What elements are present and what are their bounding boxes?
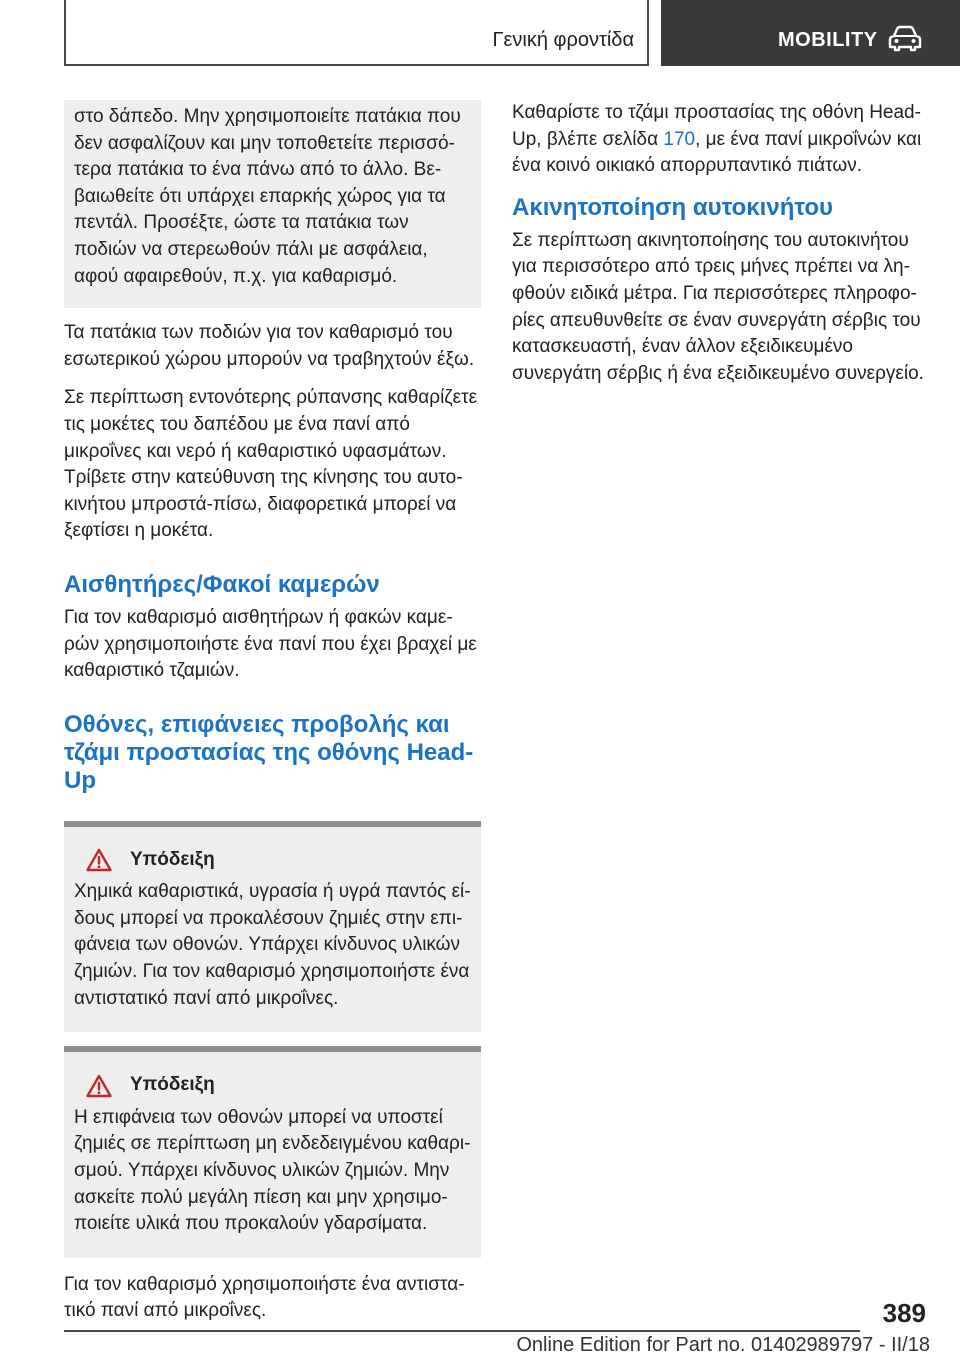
header-mobility-label: MOBILITY [778, 29, 878, 51]
paragraph-immobilization: Σε περίπτωση ακινητοποίησης του αυτοκινήτου για περισσότερο από τρεις μήνες πρέπει να ληφθούν ειδικά μέτρα. Για περισσότερες πληροφορίες απευθυνθείτε σε έναν συνεργάτη σέρβις του κατασκευαστή, έναν άλλον εξειδικευμένο συνεργάτη σέρβις ή ένα εξειδικευμένο συνεργείο. [512, 229, 924, 384]
header-mobility-tab[interactable] [661, 0, 960, 66]
left-column [64, 100, 481, 1337]
page-reference-link[interactable]: 170 [663, 128, 696, 150]
paragraph-antistatic-cloth: Για τον καθαρισμό χρησιμοποιήστε ένα αντιστατικό πανί από μικροΐνες. [64, 1273, 465, 1322]
note-box-pressure [64, 1046, 481, 1258]
text-segment: , με ένα πανί μικροΐνών και ένα κοινό οικιακό απορρυπαντικό πιάτων. [512, 128, 922, 177]
footer-rule [64, 1330, 860, 1332]
paragraph-floor-mats: Τα πατάκια των ποδιών για τον καθαρισμό του εσωτερικού χώρου μπορούν να τραβηχτούν έξω. [64, 322, 475, 370]
page-number: 389 [882, 1298, 926, 1328]
right-column [512, 100, 926, 399]
note-text: Η επιφάνεια των οθονών μπορεί να υποστεί ζημιές σε περίπτωση μη ενδεδειγμένου καθαρισμού. Υπάρχει κίνδυνος υλικών ζημιών. Μην ασκείτε πολύ μεγάλη πίεση και μην χρησιμοποιείτε υλικά που προκαλούν γδαρσίματα. [74, 1106, 471, 1235]
paragraph-sensors: Για τον καθαρισμό αισθητήρων ή φακών καμερών χρησιμοποιήστε ένα πανί που έχει βραχεί με καθαριστικό τζαμιών. [64, 606, 477, 682]
note-box-chemicals [64, 821, 481, 1033]
footer-edition: Online Edition for Part no. 01402989797 - II/18 [516, 1334, 930, 1356]
note-header [74, 1072, 471, 1099]
note-title: Υπόδειξη [130, 1074, 215, 1096]
paragraph-headup-cleaning [512, 100, 926, 180]
heading-immobilization: Ακινητοποίηση αυτοκινήτου [512, 193, 834, 221]
car-icon [888, 24, 922, 54]
header-section-title: Γενική φροντίδα [492, 29, 634, 51]
note-header [74, 847, 471, 874]
warning-icon [86, 848, 112, 872]
box-paragraph: στο δάπεδο. Μην χρησιμοποιείτε πατάκια που δεν ασφαλίζουν και μην τοποθετείτε περισσότερα πατάκια το ένα πάνω από το άλλο. Βεβαιωθείτε ότι υπάρχει επαρκής χώρος για τα πεντάλ. Προσέξτε, ώστε τα πατάκια των ποδιών να στερεωθούν πάλι με ασφάλεια, αφού αφαιρεθούν, π.χ. για καθαρισμό. [74, 106, 461, 287]
warning-icon [86, 1074, 112, 1098]
paragraph-carpet-cleaning: Σε περίπτωση εντονότερης ρύπανσης καθαρίζετε τις μοκέτες του δαπέδου με ένα πανί από μικροΐνες και νερό ή καθαριστικό υφασμάτων. Τρίβετε στην κατεύθυνση της κίνησης του αυτοκινήτου μπροστά-πίσω, διαφορετικά μπορεί να ξεφτίσει η μοκέτα. [64, 387, 478, 542]
heading-screens: Οθόνες, επιφάνειες προβολής και τζάμι προστασίας της οθόνης Head-Up [64, 710, 474, 794]
header-bottom-rule [64, 64, 649, 66]
note-text: Χημικά καθαριστικά, υγρασία ή υγρά παντός είδους μπορεί να προκαλέσουν ζημιές στην επιφάνεια των οθονών. Υπάρχει κίνδυνος υλικών ζημιών. Για τον καθαρισμό χρησιμοποιήστε ένα αντιστατικό πανί από μικροΐνες. [74, 881, 471, 1009]
header-left-rule [64, 0, 66, 66]
text-segment: Καθαρίστε το τζάμι προστασίας της οθόνη Head-Up, βλέπε σελίδα [512, 102, 921, 150]
heading-sensors: Αισθητήρες/Φακοί καμερών [64, 570, 380, 598]
continued-text-box [64, 100, 481, 308]
note-title: Υπόδειξη [130, 848, 215, 870]
header-divider [647, 0, 649, 66]
